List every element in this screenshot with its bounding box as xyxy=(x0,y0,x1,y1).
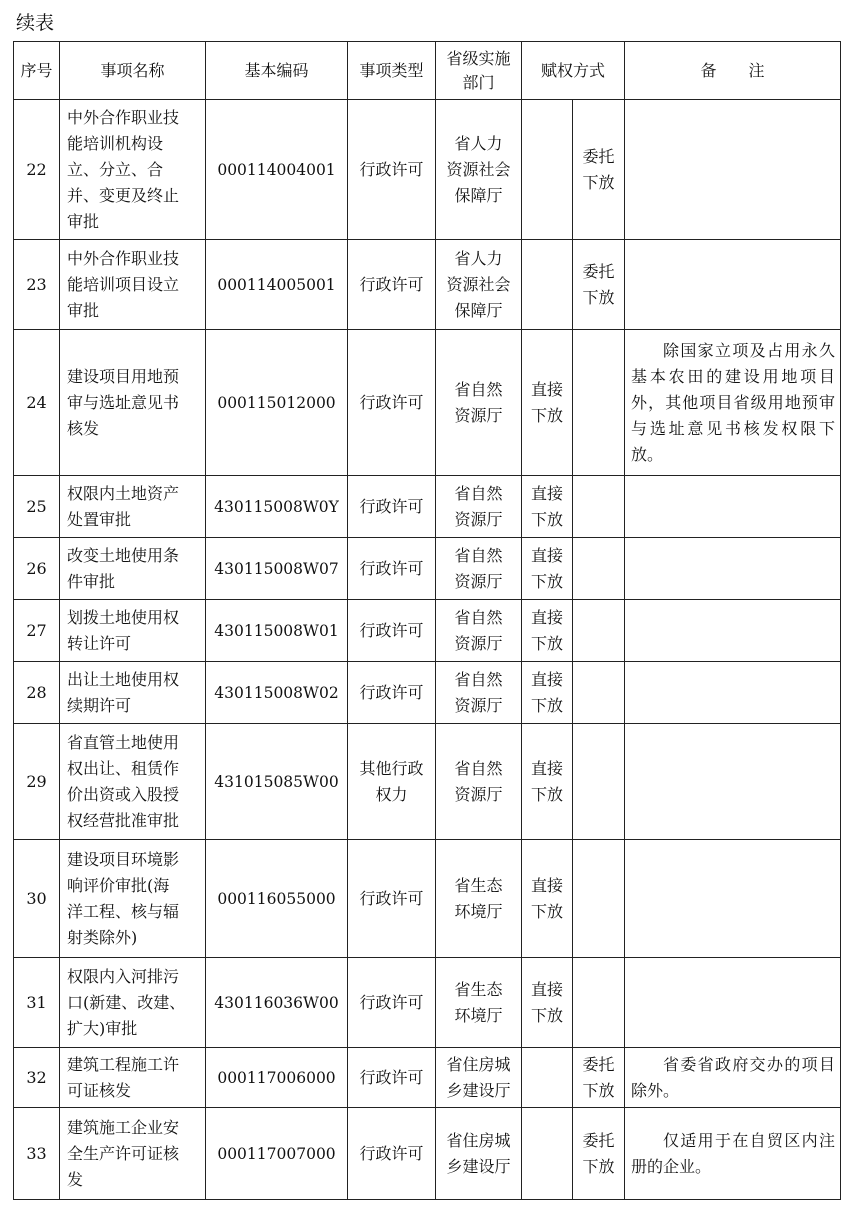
remarks xyxy=(625,100,841,240)
header-note: 备 注 xyxy=(625,42,841,100)
table-row xyxy=(14,958,841,1048)
header-mode: 赋权方式 xyxy=(522,42,625,100)
base-code: 000114005001 xyxy=(206,240,348,330)
delegation-table xyxy=(13,41,841,1200)
mode-direct xyxy=(522,100,573,240)
remarks xyxy=(625,662,841,724)
base-code: 430115008W01 xyxy=(206,600,348,662)
mode-direct: 直接 下放 xyxy=(522,538,573,600)
remarks xyxy=(625,724,841,840)
row-number: 26 xyxy=(14,538,60,600)
mode-entrust xyxy=(573,840,625,958)
mode-entrust: 委托 下放 xyxy=(573,1108,625,1200)
base-code: 430115008W02 xyxy=(206,662,348,724)
mode-direct xyxy=(522,1048,573,1108)
table-caption: 续表 xyxy=(16,12,55,34)
provincial-department: 省自然 资源厅 xyxy=(436,600,522,662)
table-row xyxy=(14,600,841,662)
remarks: 除国家立项及占用永久基本农田的建设用地项目外，其他项目省级用地预审与选址意见书核发权限下放。 xyxy=(625,330,841,476)
item-name: 权限内土地资产 处置审批 xyxy=(60,476,206,538)
item-name: 权限内入河排污 口(新建、改建、 扩大)审批 xyxy=(60,958,206,1048)
provincial-department: 省自然 资源厅 xyxy=(436,330,522,476)
table-row xyxy=(14,840,841,958)
table-row xyxy=(14,240,841,330)
item-type: 其他行政 权力 xyxy=(348,724,436,840)
provincial-department: 省住房城 乡建设厅 xyxy=(436,1048,522,1108)
table-row xyxy=(14,724,841,840)
remarks xyxy=(625,240,841,330)
header-row xyxy=(14,42,841,100)
table-row xyxy=(14,1048,841,1108)
item-type: 行政许可 xyxy=(348,600,436,662)
mode-entrust xyxy=(573,538,625,600)
item-type: 行政许可 xyxy=(348,662,436,724)
row-number: 25 xyxy=(14,476,60,538)
mode-entrust xyxy=(573,662,625,724)
item-name: 改变土地使用条 件审批 xyxy=(60,538,206,600)
header-type: 事项类型 xyxy=(348,42,436,100)
mode-entrust: 委托 下放 xyxy=(573,240,625,330)
mode-direct: 直接 下放 xyxy=(522,662,573,724)
header-dept: 省级实施 部门 xyxy=(436,42,522,100)
item-type: 行政许可 xyxy=(348,476,436,538)
row-number: 23 xyxy=(14,240,60,330)
provincial-department: 省生态 环境厅 xyxy=(436,958,522,1048)
item-type: 行政许可 xyxy=(348,958,436,1048)
table-row xyxy=(14,476,841,538)
base-code: 000115012000 xyxy=(206,330,348,476)
provincial-department: 省生态 环境厅 xyxy=(436,840,522,958)
base-code: 000114004001 xyxy=(206,100,348,240)
remarks xyxy=(625,538,841,600)
table-row xyxy=(14,662,841,724)
item-name: 建筑工程施工许 可证核发 xyxy=(60,1048,206,1108)
mode-entrust: 委托 下放 xyxy=(573,1048,625,1108)
mode-direct: 直接 下放 xyxy=(522,958,573,1048)
item-name: 出让土地使用权 续期许可 xyxy=(60,662,206,724)
mode-direct: 直接 下放 xyxy=(522,724,573,840)
base-code: 430115008W07 xyxy=(206,538,348,600)
mode-entrust xyxy=(573,958,625,1048)
item-type: 行政许可 xyxy=(348,1048,436,1108)
remarks: 省委省政府交办的项目除外。 xyxy=(625,1048,841,1108)
header-code: 基本编码 xyxy=(206,42,348,100)
base-code: 000116055000 xyxy=(206,840,348,958)
item-name: 建设项目环境影 响评价审批(海 洋工程、核与辐 射类除外) xyxy=(60,840,206,958)
table-body xyxy=(14,100,841,1200)
mode-entrust xyxy=(573,330,625,476)
base-code: 000117006000 xyxy=(206,1048,348,1108)
row-number: 32 xyxy=(14,1048,60,1108)
item-type: 行政许可 xyxy=(348,240,436,330)
mode-direct: 直接 下放 xyxy=(522,330,573,476)
mode-direct xyxy=(522,240,573,330)
provincial-department: 省住房城 乡建设厅 xyxy=(436,1108,522,1200)
remarks xyxy=(625,476,841,538)
base-code: 430116036W00 xyxy=(206,958,348,1048)
item-name: 中外合作职业技 能培训项目设立 审批 xyxy=(60,240,206,330)
row-number: 27 xyxy=(14,600,60,662)
provincial-department: 省自然 资源厅 xyxy=(436,538,522,600)
row-number: 22 xyxy=(14,100,60,240)
base-code: 430115008W0Y xyxy=(206,476,348,538)
provincial-department: 省自然 资源厅 xyxy=(436,724,522,840)
remarks xyxy=(625,958,841,1048)
mode-direct: 直接 下放 xyxy=(522,600,573,662)
row-number: 31 xyxy=(14,958,60,1048)
item-type: 行政许可 xyxy=(348,538,436,600)
mode-entrust: 委托 下放 xyxy=(573,100,625,240)
item-type: 行政许可 xyxy=(348,100,436,240)
row-number: 28 xyxy=(14,662,60,724)
item-name: 建设项目用地预 审与选址意见书 核发 xyxy=(60,330,206,476)
table-row xyxy=(14,538,841,600)
mode-entrust xyxy=(573,724,625,840)
mode-direct xyxy=(522,1108,573,1200)
base-code: 000117007000 xyxy=(206,1108,348,1200)
base-code: 431015085W00 xyxy=(206,724,348,840)
remarks: 仅适用于在自贸区内注册的企业。 xyxy=(625,1108,841,1200)
mode-entrust xyxy=(573,476,625,538)
provincial-department: 省人力 资源社会 保障厅 xyxy=(436,240,522,330)
mode-entrust xyxy=(573,600,625,662)
provincial-department: 省人力 资源社会 保障厅 xyxy=(436,100,522,240)
item-type: 行政许可 xyxy=(348,840,436,958)
item-name: 省直管土地使用 权出让、租赁作 价出资或入股授 权经营批准审批 xyxy=(60,724,206,840)
item-name: 划拨土地使用权 转让许可 xyxy=(60,600,206,662)
remarks xyxy=(625,840,841,958)
row-number: 30 xyxy=(14,840,60,958)
item-name: 建筑施工企业安 全生产许可证核 发 xyxy=(60,1108,206,1200)
row-number: 29 xyxy=(14,724,60,840)
item-name: 中外合作职业技 能培训机构设 立、分立、合 并、变更及终止 审批 xyxy=(60,100,206,240)
provincial-department: 省自然 资源厅 xyxy=(436,476,522,538)
item-type: 行政许可 xyxy=(348,1108,436,1200)
provincial-department: 省自然 资源厅 xyxy=(436,662,522,724)
header-no: 序号 xyxy=(14,42,60,100)
mode-direct: 直接 下放 xyxy=(522,476,573,538)
item-type: 行政许可 xyxy=(348,330,436,476)
table-row xyxy=(14,1108,841,1200)
row-number: 33 xyxy=(14,1108,60,1200)
table-row xyxy=(14,100,841,240)
row-number: 24 xyxy=(14,330,60,476)
mode-direct: 直接 下放 xyxy=(522,840,573,958)
table-row xyxy=(14,330,841,476)
remarks xyxy=(625,600,841,662)
header-name: 事项名称 xyxy=(60,42,206,100)
